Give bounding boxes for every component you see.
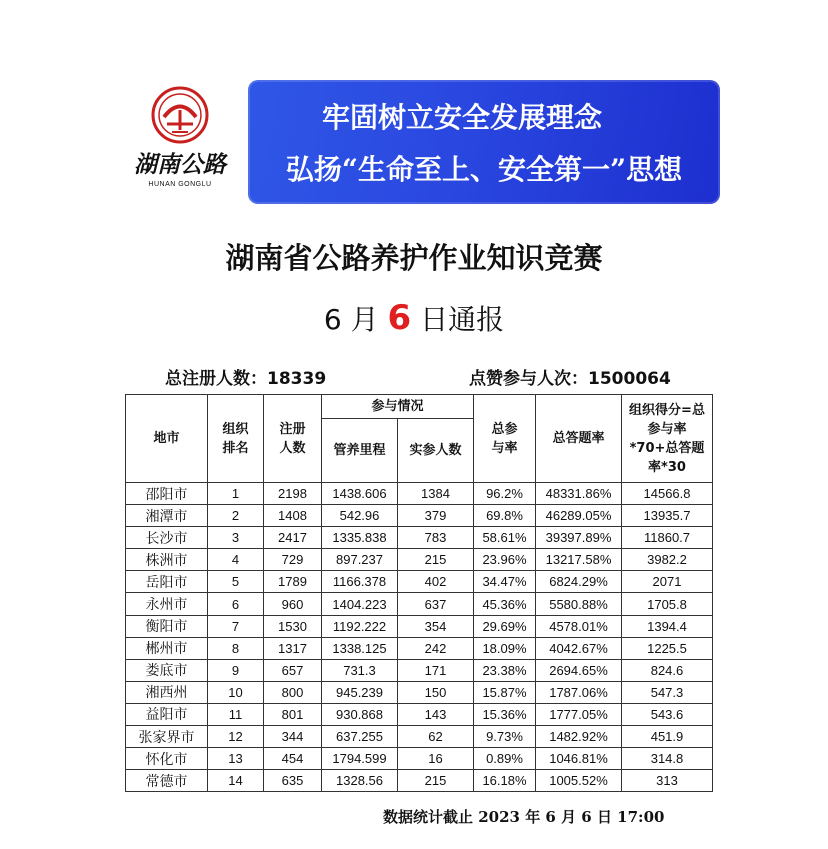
header-total-rate: 总参与率	[474, 395, 536, 483]
cell-total-rate: 29.69%	[474, 615, 536, 637]
page-title: 湖南省公路养护作业知识竞赛	[225, 241, 603, 275]
cell-actual-participants: 143	[398, 703, 474, 725]
cell-registered: 1317	[264, 637, 322, 659]
header-registered: 注册人数	[264, 395, 322, 483]
cell-score: 824.6	[622, 659, 713, 681]
cell-actual-participants: 215	[398, 549, 474, 571]
cell-actual-participants: 783	[398, 527, 474, 549]
cell-rank: 13	[208, 748, 264, 770]
cell-city: 岳阳市	[126, 571, 208, 593]
report-suffix: 日通报	[420, 303, 505, 336]
cell-actual-participants: 379	[398, 505, 474, 527]
cell-actual-participants: 242	[398, 637, 474, 659]
cell-score: 11860.7	[622, 527, 713, 549]
cell-mileage: 930.868	[322, 703, 398, 725]
cell-city: 株洲市	[126, 549, 208, 571]
cell-mileage: 1166.378	[322, 571, 398, 593]
cell-registered: 1408	[264, 505, 322, 527]
likes-value: 1500064	[588, 369, 671, 389]
cell-mileage: 1328.56	[322, 770, 398, 792]
cell-registered: 2198	[264, 483, 322, 505]
cell-score: 3982.2	[622, 549, 713, 571]
cell-answer-rate: 2694.65%	[536, 659, 622, 681]
cell-registered: 657	[264, 659, 322, 681]
ranking-table	[125, 394, 713, 792]
cell-mileage: 637.255	[322, 726, 398, 748]
cell-total-rate: 16.18%	[474, 770, 536, 792]
cell-rank: 10	[208, 681, 264, 703]
cell-answer-rate: 4578.01%	[536, 615, 622, 637]
cell-city: 衡阳市	[126, 615, 208, 637]
cell-total-rate: 0.89%	[474, 748, 536, 770]
slogan-line-2: 弘扬“生命至上、安全第一”思想	[285, 153, 683, 186]
table-row	[126, 593, 713, 615]
cell-city: 张家界市	[126, 726, 208, 748]
cell-actual-participants: 354	[398, 615, 474, 637]
table-row	[126, 527, 713, 549]
cell-mileage: 1794.599	[322, 748, 398, 770]
cell-actual-participants: 62	[398, 726, 474, 748]
table-row	[126, 726, 713, 748]
report-date-title	[0, 298, 828, 338]
cell-answer-rate: 5580.88%	[536, 593, 622, 615]
cell-city: 常德市	[126, 770, 208, 792]
cell-answer-rate: 1777.05%	[536, 703, 622, 725]
cell-answer-rate: 1005.52%	[536, 770, 622, 792]
cell-rank: 3	[208, 527, 264, 549]
cell-city: 湘潭市	[126, 505, 208, 527]
cell-score: 1705.8	[622, 593, 713, 615]
cell-total-rate: 96.2%	[474, 483, 536, 505]
cell-actual-participants: 16	[398, 748, 474, 770]
table-row	[126, 659, 713, 681]
cell-rank: 8	[208, 637, 264, 659]
cell-total-rate: 15.87%	[474, 681, 536, 703]
report-day: 6	[387, 298, 412, 338]
cell-mileage: 897.237	[322, 549, 398, 571]
cell-city: 娄底市	[126, 659, 208, 681]
cell-answer-rate: 1046.81%	[536, 748, 622, 770]
cell-registered: 2417	[264, 527, 322, 549]
cell-score: 313	[622, 770, 713, 792]
cell-actual-participants: 1384	[398, 483, 474, 505]
header-answer-rate: 总答题率	[536, 395, 622, 483]
likes-stat	[469, 364, 671, 389]
cell-rank: 7	[208, 615, 264, 637]
slogan-line-1: 牢固树立安全发展理念	[321, 101, 602, 134]
cell-registered: 960	[264, 593, 322, 615]
table-row	[126, 748, 713, 770]
cell-score: 451.9	[622, 726, 713, 748]
cell-rank: 2	[208, 505, 264, 527]
report-month: 6 月	[323, 303, 379, 336]
cell-registered: 1530	[264, 615, 322, 637]
registered-value: 18339	[267, 369, 327, 389]
cell-mileage: 731.3	[322, 659, 398, 681]
cell-registered: 800	[264, 681, 322, 703]
registered-label: 总注册人数：	[165, 369, 267, 389]
cell-answer-rate: 46289.05%	[536, 505, 622, 527]
header-participation: 参与情况	[322, 395, 474, 419]
cell-answer-rate: 39397.89%	[536, 527, 622, 549]
header-score: 组织得分=总参与率*70+总答题率*30	[622, 395, 713, 483]
slogan-banner	[248, 80, 720, 204]
cell-rank: 1	[208, 483, 264, 505]
cell-answer-rate: 48331.86%	[536, 483, 622, 505]
cell-answer-rate: 13217.58%	[536, 549, 622, 571]
cell-total-rate: 18.09%	[474, 637, 536, 659]
cell-mileage: 945.239	[322, 681, 398, 703]
cell-score: 547.3	[622, 681, 713, 703]
cell-score: 13935.7	[622, 505, 713, 527]
cell-total-rate: 23.96%	[474, 549, 536, 571]
cell-mileage: 542.96	[322, 505, 398, 527]
cell-registered: 1789	[264, 571, 322, 593]
header-banner	[124, 76, 720, 212]
cell-registered: 454	[264, 748, 322, 770]
cell-score: 1225.5	[622, 637, 713, 659]
cell-total-rate: 58.61%	[474, 527, 536, 549]
seal-logo-icon	[150, 86, 210, 144]
cell-score: 14566.8	[622, 483, 713, 505]
cell-mileage: 1338.125	[322, 637, 398, 659]
cell-rank: 12	[208, 726, 264, 748]
header-city: 地市	[126, 395, 208, 483]
cell-total-rate: 34.47%	[474, 571, 536, 593]
cell-actual-participants: 215	[398, 770, 474, 792]
cell-total-rate: 15.36%	[474, 703, 536, 725]
cell-rank: 9	[208, 659, 264, 681]
ranking-table-body	[126, 483, 713, 792]
header-mileage: 管养里程	[322, 419, 398, 483]
cell-score: 1394.4	[622, 615, 713, 637]
cell-total-rate: 45.36%	[474, 593, 536, 615]
logo-chinese-text: 湖南公路	[134, 151, 226, 178]
cell-rank: 11	[208, 703, 264, 725]
cell-score: 2071	[622, 571, 713, 593]
summary-stats	[165, 364, 685, 389]
cell-city: 怀化市	[126, 748, 208, 770]
table-row	[126, 549, 713, 571]
cell-answer-rate: 6824.29%	[536, 571, 622, 593]
data-cutoff-note: 数据统计截止 2023 年 6 月 6 日 17:00	[383, 808, 665, 826]
cell-mileage: 1438.606	[322, 483, 398, 505]
cell-total-rate: 23.38%	[474, 659, 536, 681]
table-row	[126, 637, 713, 659]
cell-score: 314.8	[622, 748, 713, 770]
cell-rank: 4	[208, 549, 264, 571]
cell-city: 邵阳市	[126, 483, 208, 505]
cell-rank: 14	[208, 770, 264, 792]
table-row	[126, 615, 713, 637]
cell-registered: 729	[264, 549, 322, 571]
cell-answer-rate: 1787.06%	[536, 681, 622, 703]
table-row	[126, 483, 713, 505]
cell-actual-participants: 171	[398, 659, 474, 681]
cell-answer-rate: 4042.67%	[536, 637, 622, 659]
cell-actual-participants: 637	[398, 593, 474, 615]
logo-english-text: HUNAN GONGLU	[148, 181, 212, 188]
cell-registered: 801	[264, 703, 322, 725]
cell-city: 湘西州	[126, 681, 208, 703]
cell-mileage: 1404.223	[322, 593, 398, 615]
likes-label: 点赞参与人次：	[469, 369, 588, 389]
cell-total-rate: 69.8%	[474, 505, 536, 527]
cell-city: 长沙市	[126, 527, 208, 549]
cell-city: 永州市	[126, 593, 208, 615]
header-rank: 组织排名	[208, 395, 264, 483]
cell-registered: 635	[264, 770, 322, 792]
cell-total-rate: 9.73%	[474, 726, 536, 748]
table-row	[126, 571, 713, 593]
cell-actual-participants: 150	[398, 681, 474, 703]
header-actual-participants: 实参人数	[398, 419, 474, 483]
cell-mileage: 1335.838	[322, 527, 398, 549]
table-row	[126, 681, 713, 703]
cell-mileage: 1192.222	[322, 615, 398, 637]
cell-rank: 5	[208, 571, 264, 593]
cell-registered: 344	[264, 726, 322, 748]
cell-actual-participants: 402	[398, 571, 474, 593]
table-row	[126, 703, 713, 725]
cell-rank: 6	[208, 593, 264, 615]
table-row	[126, 770, 713, 792]
cell-city: 郴州市	[126, 637, 208, 659]
cell-score: 543.6	[622, 703, 713, 725]
cell-city: 益阳市	[126, 703, 208, 725]
table-row	[126, 505, 713, 527]
cell-answer-rate: 1482.92%	[536, 726, 622, 748]
